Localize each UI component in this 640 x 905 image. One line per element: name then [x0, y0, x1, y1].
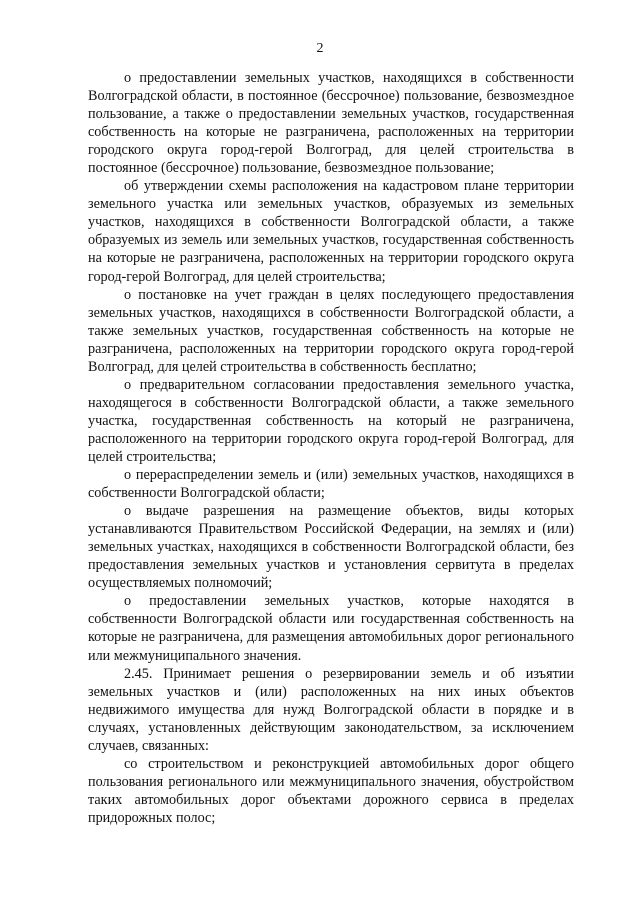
paragraph-section-2-45: 2.45. Принимает решения о резервировании земель и об изъятии земельных участков и (или) расположенных на них иных объектов недвижимого имущества для нужд Волгоградской области в порядке и в случаях, установленных действующим законодательством, за исключением случаев, связанных: [88, 665, 574, 754]
page-number: 2 [316, 41, 324, 56]
paragraph-placement-permit: о выдаче разрешения на размещение объектов, виды которых устанавливаются Правительством Российской Федерации, на землях и (или) земельных участках, находящихся в собственности Волгоградской области, без предоставления земельных участков и установления сервитута в пределах осуществляемых полномочий; [88, 503, 574, 592]
paragraph-preliminary-approval: о предварительном согласовании предоставления земельного участка, находящегося в собственности Волгоградской области, а также земельного участка, государственная собственность на который не разграничена, расположенного на территории городского округа город-герой Волгоград, для целей строительства; [88, 376, 574, 465]
paragraph-citizen-registration: о постановке на учет граждан в целях последующего предоставления земельных участков, находящихся в собственности Волгоградской области, а также земельных участков, государственная собственность на которые не разграничена, расположенных на территории городского округа город-герой Волгоград, для целей строительства в собственность бесплатно; [88, 286, 574, 375]
paragraph-land-provision-use: о предоставлении земельных участков, находящихся в собственности Волгоградской области, в постоянное (бессрочное) пользование, безвозмездное пользование, а также о предоставлении земельных участков, государственная собственность на которые не разграничена, расположенных на территории городского округа город-герой Волгоград, для целей строительства в постоянное (бессрочное) пользование, безвозмездное пользование; [88, 70, 574, 177]
paragraph-road-placement: о предоставлении земельных участков, которые находятся в собственности Волгоградской области или государственная собственность на которые не разграничена, для размещения автомобильных дорог регионального или межмуниципального значения. [88, 593, 574, 664]
paragraph-cadastral-scheme: об утверждении схемы расположения на кадастровом плане территории земельного участка или земельных участков, образуемых из земельных участков, находящихся в собственности Волгоградской области, а также образуемых из земель или земельных участков, государственная собственность на которые не разграничена, расположенных на территории городского округа город-герой Волгоград, для целей строительства; [88, 178, 574, 285]
document-body [88, 69, 574, 827]
paragraph-redistribution: о перераспределении земель и (или) земельных участков, находящихся в собственности Волгоградской области; [88, 467, 574, 502]
paragraph-road-construction: со строительством и реконструкцией автомобильных дорог общего пользования регионального или межмуниципального значения, обустройством таких автомобильных дорог объектами дорожного сервиса в пределах придорожных полос; [88, 755, 574, 826]
